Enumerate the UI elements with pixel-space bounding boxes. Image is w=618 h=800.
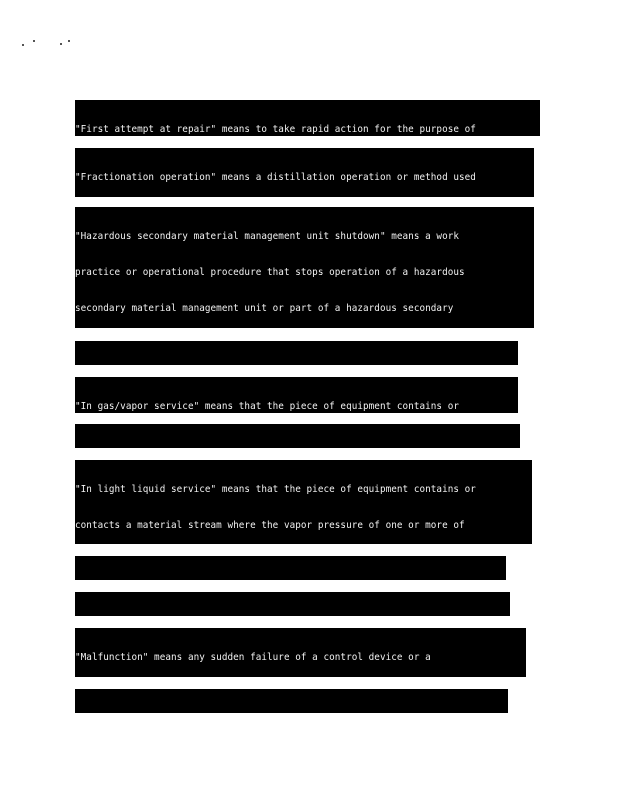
scan-speck (33, 40, 35, 42)
text-line: contacts a material stream where the vapor pressure of one or more of (75, 520, 465, 531)
text-line: "In gas/vapor service" means that the piece of equipment contains or (75, 401, 460, 412)
definition-paragraph (75, 148, 534, 197)
definition-paragraph (75, 460, 532, 544)
text-line: "In light liquid service" means that the piece of equipment contains or (75, 484, 476, 495)
scan-speck (60, 43, 62, 45)
definition-paragraph (75, 628, 526, 677)
scan-speck (68, 40, 70, 42)
definition-paragraph (75, 377, 518, 413)
scan-speck (22, 44, 24, 46)
text-line: "Hazardous secondary material management unit shutdown" means a work (75, 231, 460, 242)
definition-paragraph (75, 100, 540, 136)
text-line: "Malfunction" means any sudden failure of a control device or a (75, 652, 431, 663)
definition-paragraph (75, 689, 508, 713)
definition-paragraph (75, 592, 510, 616)
text-line: secondary material management unit or part of a hazardous secondary (75, 303, 454, 314)
definition-paragraph (75, 207, 534, 328)
definition-paragraph (75, 424, 520, 448)
text-line: "First attempt at repair" means to take rapid action for the purpose of (75, 124, 476, 135)
definition-paragraph (75, 556, 506, 580)
text-line: practice or operational procedure that stops operation of a hazardous (75, 267, 465, 278)
definition-paragraph (75, 341, 518, 365)
text-line: "Fractionation operation" means a distillation operation or method used (75, 172, 476, 183)
